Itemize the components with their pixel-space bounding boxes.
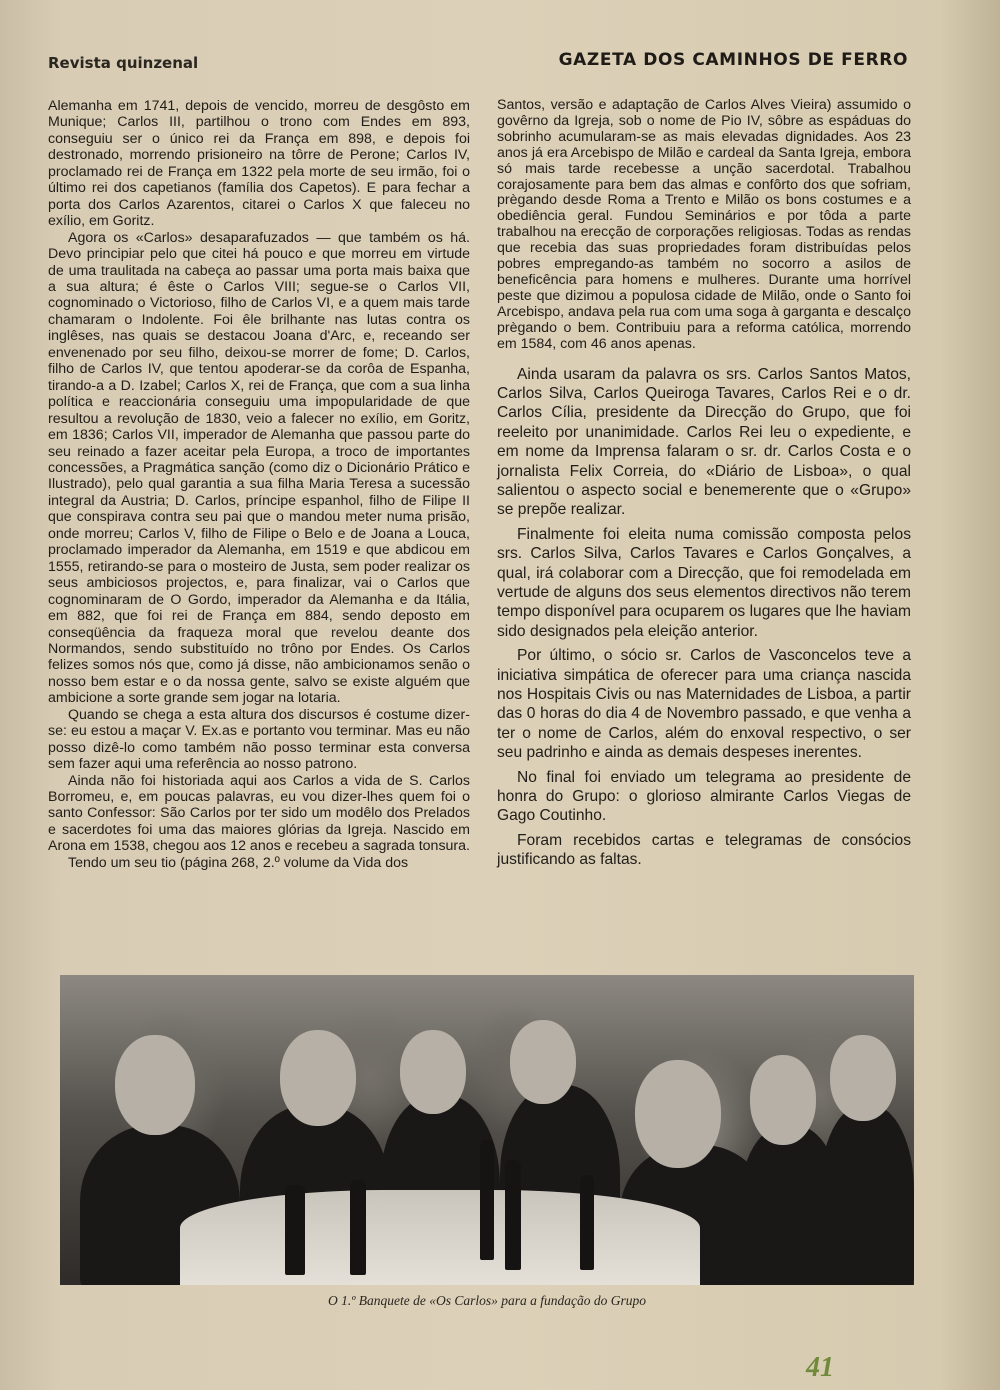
photo-caption: O 1.º Banquete de «Os Carlos» para a fundação do Grupo (327, 1293, 647, 1308)
left-paragraph-1: Alemanha em 1741, depois de vencido, morreu de desgôsto em Munique; Carlos III, partilhou o trono com Endes em 893, conseguiu ser o único rei da França em 898, e depois foi destronado, morrendo prisioneiro na tôrre de Perone; Carlos IV, proclamado rei de França em 1322 pela morte de seu irmão, foi o último rei dos capetianos (família dos Capetos). E para fechar a porta dos Carlos Azarentos, citarei o Carlos X que faleceu no exílio, em Goritz. (48, 98, 470, 230)
left-paragraph-3: Quando se chega a esta altura dos discursos é costume dizer-se: eu estou a maçar V. Ex.as e portanto vou terminar. Mas eu não posso dizê-lo como também não posso terminar esta conversa sem fazer aqui uma referência ao nosso patrono. (48, 706, 470, 773)
right-paragraph-3: Por último, o sócio sr. Carlos de Vasconcelos teve a iniciativa simpática de oferecer para uma criança nascida nos Hospitais Civis ou nas Maternidades de Lisboa, a partir das 0 horas do dia 4 de Novembro passado, e que venha a ter o nome de Carlos, além do enxoval respectivo, o ser seu padrinho e ainda as demais despeses inerentes. (497, 647, 911, 762)
left-column (48, 98, 470, 871)
right-paragraph-2: Finalmente foi eleita numa comissão composta pelos srs. Carlos Silva, Carlos Tavares e Carlos Gonçalves, a qual, irá colaborar com a Direcção, que foi remodelada em vertude de alguns dos seus elementos directivos não terem tempo disponível para ocuparem os lugares que lhe haviam sido designados pela eleição anterior. (497, 525, 911, 640)
page-number: 41 (806, 1352, 834, 1383)
header-left: Revista quinzenal (48, 54, 199, 72)
right-paragraph-4: No final foi enviado um telegrama ao presidente de honra do Grupo: o glorioso almirante Carlos Viegas de Gago Coutinho. (497, 768, 911, 825)
left-paragraph-5: Tendo um seu tio (página 268, 2.º volume da Vida dos (68, 854, 409, 871)
left-paragraph-2: Agora os «Carlos» desaparafuzados — que também os há. Devo principiar pelo que citei há pouco e que morreu em virtude de uma traulitada na cabeça ao passar uma porta mais baixa que a sua altura; é êste o Carlos VIII; segue-se o Carlos VII, cognominado o Victorioso, filho de Carlos VI, e a quem mais tarde chamaram o Indolente. Foi êle brilhante nas lutas contra os inglêses, nas quais se destacou Joana d'Arc, e, receando ser envenenado por seu filho, deixou-se morrer de fome; D. Carlos, filho de Carlos IV, que tentou apoderar-se da corôa de Espanha, tirando-a a D. Izabel; Carlos X, rei de França, que com a sua linha política e reaccionária conseguiu uma impopularidade de que resultou a revolução de 1830, veio a falecer no exílio, em Goritz, em 1836; Carlos VII, imperador de Alemanha que passou parte do seu reinado a fazer aceitar pela Europa, a troco de importantes concessões, a Pragmática sanção (como diz o Dicionário Prático e Ilustrado), pelo qual garantia a sua filha Maria Teresa a sucessão integral da Austria; D. Carlos, príncipe espanhol, filho de Filipe II que conspirava contra seu pai que o mandou meter numa prisão, onde morreu; Carlos V, filho de Filipe o Belo e de Joana a Louca, proclamado imperador da Alemanha, em 1519 e que abdicou em 1555, retirando-se para o mosteiro de Justa, sem poder realizar os seus ambiciosos projectos, e, para finalizar, vai o Carlos que cognominaram de O Gordo, imperador da Alemanha e da Itália, em 882, que foi rei de França em 884, sendo deposto em conseqüência da fraqueza moral que revelou deante dos Normandos, sendo substituído no trôno por Endes. Os Carlos felizes somos nós que, como já disse, não ambicionamos senão o nosso bem estar e o da nossa gente, salvo se existe alguém que ambicione a sorte grande sem jogar na lotaria. (48, 229, 470, 707)
banquet-photo (60, 975, 914, 1285)
left-paragraph-4: Ainda não foi historiada aqui aos Carlos a vida de S. Carlos Borromeu, e, em poucas palavras, eu vou dizer-lhes quem foi o santo Confessor: São Carlos por ter sido um modêlo dos Prelados e sacerdotes foi uma das maiores glórias da Igreja. Nascido em Arona em 1538, chegou aos 12 anos e recebeu a sagrada tonsura. (48, 772, 470, 855)
right-column (497, 98, 911, 870)
right-paragraph-1: Ainda usaram da palavra os srs. Carlos Santos Matos, Carlos Silva, Carlos Queiroga Tavares, Carlos Rei e o dr. Carlos Cília, presidente da Direcção do Grupo, que foi reeleito por unanimidade. Carlos Rei leu o expediente, e em nome da Imprensa falaram o sr. dr. Carlos Costa e o jornalista Felix Correia, do «Diário de Lisboa», o qual salientou o aspecto social e benemerente que o «Grupo» se prepõe realizar. (497, 365, 911, 519)
right-paragraph-small: Santos, versão e adaptação de Carlos Alves Vieira) assumido o govêrno da Igreja, sob o nome de Pio IV, sôbre as espáduas do sobrinho acumularam-se as mais elevadas dignidades. Aos 23 anos já era Arcebispo de Milão e cardeal da Santa Igreja, embora só mais tarde recebesse a unção sacerdotal. Trabalhou corajosamente para bem das almas e confôrto dos que sofriam, prègando desde Roma a Trento e Milão os bons costumes e a obediência geral. Fundou Seminários e por tôda a parte trabalhou na erecção de corporações religiosas. Todas as rendas que recebia das suas propriedades foram distribuídas pelos pobres empregando-as também no socorro a asilos de beneficência para homens e mulheres. Durante uma horrível peste que dizimou a populosa cidade de Milão, onde o Santo foi Arcebispo, andava pela rua com uma soga à garganta e descalço prègando o bem. Contribuiu para a reforma católica, morrendo em 1584, com 46 anos apenas. (497, 97, 911, 352)
header-right: GAZETA DOS CAMINHOS DE FERRO (558, 50, 908, 70)
page-header (48, 50, 908, 76)
right-paragraph-5: Foram recebidos cartas e telegramas de consócios justificando as faltas. (497, 831, 911, 869)
